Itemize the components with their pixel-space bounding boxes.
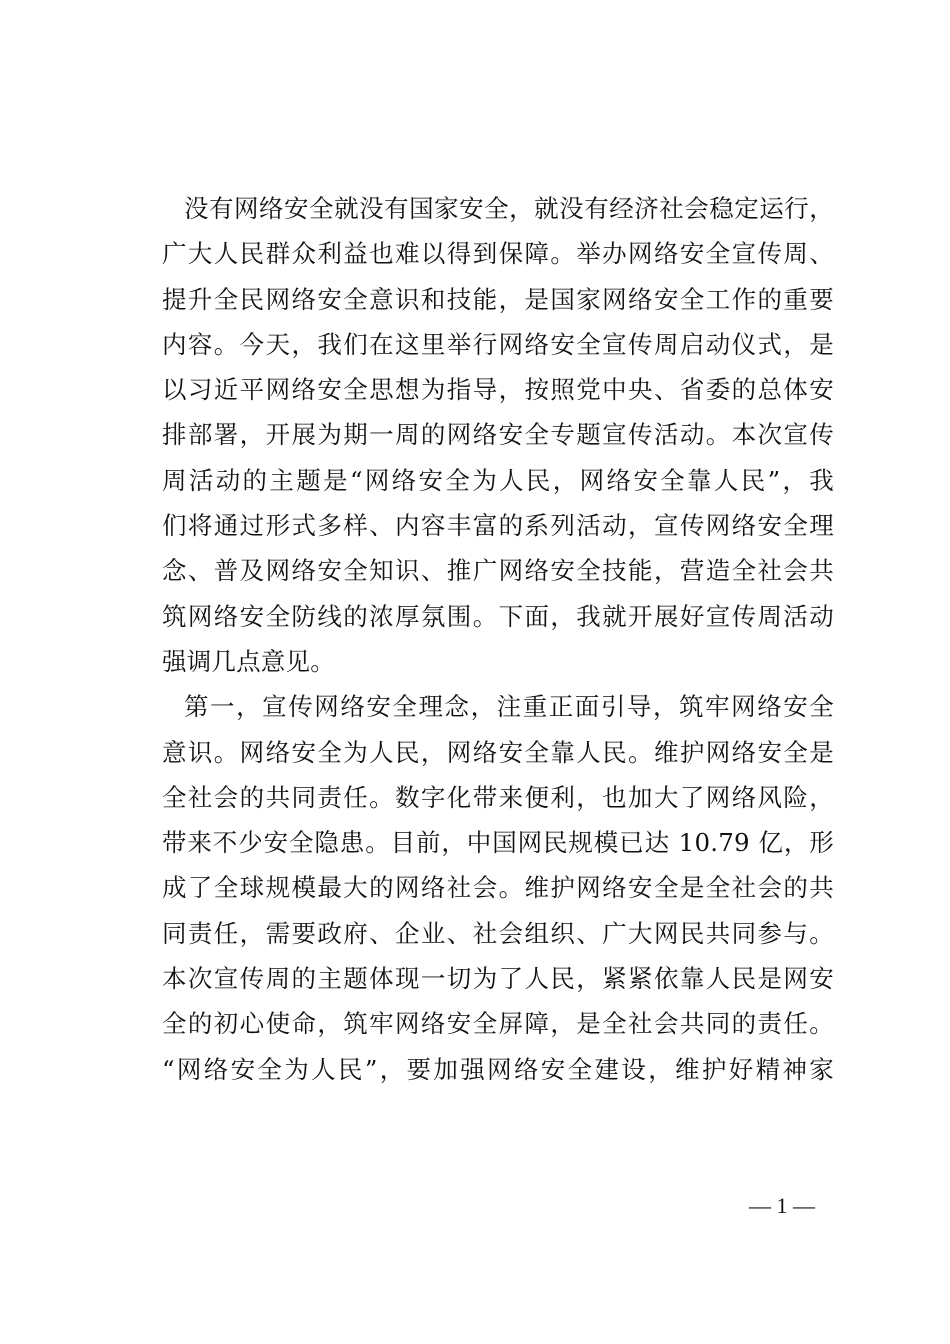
paragraph-2-line-3: 全社会的共同责任。数字化带来便利，也加大了网络风险， [162,782,834,812]
paragraph-1-line-9: 念、普及网络安全知识、推广网络安全技能，营造全社会共 [162,556,834,586]
paragraph-1-line-5: 以习近平网络安全思想为指导，按照党中央、省委的总体安 [162,375,834,405]
paragraph-1-line-8: 们将通过形式多样、内容丰富的系列活动，宣传网络安全理 [162,511,834,541]
paragraph-1-line-7: 周活动的主题是“网络安全为人民，网络安全靠人民”，我 [162,465,834,495]
paragraph-2-line-7: 本次宣传周的主题体现一切为了人民，紧紧依靠人民是网安 [162,964,834,994]
body-text [162,186,834,1092]
paragraph-1-line-6: 排部署，开展为期一周的网络安全专题宣传活动。本次宣传 [162,420,834,450]
paragraph-2-line-4: 带来不少安全隐患。目前，中国网民规模已达 10.79 亿，形 [162,828,834,858]
paragraph-1-line-2: 广大人民群众利益也难以得到保障。举办网络安全宣传周、 [162,239,834,269]
page-number: — 1 — [749,1193,815,1218]
paragraph-1-line-10: 筑网络安全防线的浓厚氛围。下面，我就开展好宣传周活动 [162,601,834,631]
paragraph-2-line-1: 第一，宣传网络安全理念，注重正面引导，筑牢网络安全 [184,692,834,722]
paragraph-2-line-8: 全的初心使命，筑牢网络安全屏障，是全社会共同的责任。 [162,1009,834,1039]
paragraph-1-line-1: 没有网络安全就没有国家安全，就没有经济社会稳定运行， [184,194,834,223]
paragraph-2-line-9: “网络安全为人民”，要加强网络安全建设，维护好精神家 [162,1054,834,1084]
paragraph-2-line-6: 同责任，需要政府、企业、社会组织、广大网民共同参与。 [162,918,834,948]
paragraph-2-line-2: 意识。网络安全为人民，网络安全靠人民。维护网络安全是 [162,737,834,767]
paragraph-1-line-4: 内容。今天，我们在这里举行网络安全宣传周启动仪式，是 [162,329,834,359]
paragraph-2-line-5: 成了全球规模最大的网络社会。维护网络安全是全社会的共 [162,873,834,903]
paragraph-1-line-11: 强调几点意见。 [162,646,335,676]
paragraph-1-line-3: 提升全民网络安全意识和技能，是国家网络安全工作的重要 [162,284,834,314]
